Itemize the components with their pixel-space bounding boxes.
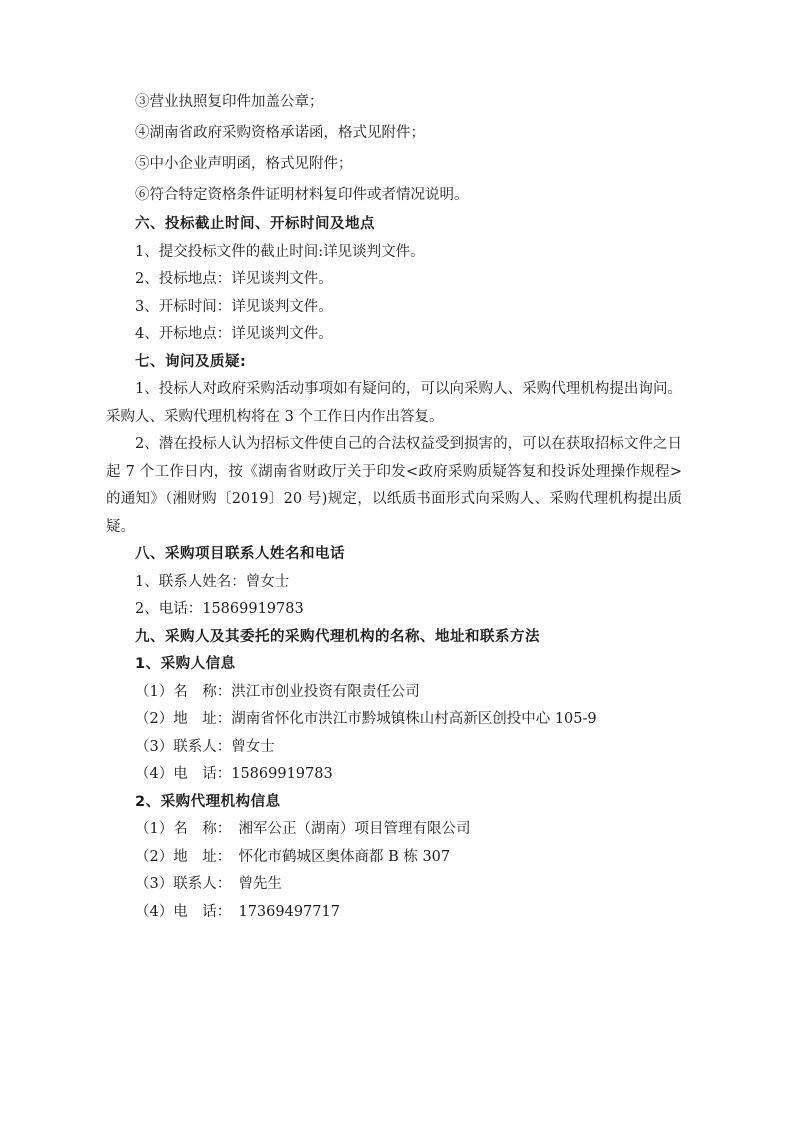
item-purchaser-address: （2）地 址：湖南省怀化市洪江市黔城镇株山村高新区创投中心 105-9 (135, 711, 597, 727)
section-nine-heading: 九、采购人及其委托的采购代理机构的名称、地址和联系方法 (135, 628, 540, 645)
section-eight-heading: 八、采购项目联系人姓名和电话 (135, 546, 345, 562)
item-agency-contact: （3）联系人： 曾先生 (135, 876, 282, 892)
item-agency-name: （1）名 称： 湘军公正（湖南）项目管理有限公司 (135, 821, 471, 837)
purchaser-info-heading: 1、采购人信息 (135, 656, 236, 672)
agency-info-heading: 2、采购代理机构信息 (135, 793, 281, 810)
section-seven-heading: 七、询问及质疑: (135, 353, 247, 370)
attachment-item-business-license: ③营业执照复印件加盖公章； (135, 94, 324, 110)
item-agency-address: （2）地 址： 怀化市鹤城区奥体商都 B 栋 307 (135, 848, 451, 865)
paragraph-challenge: 2、潜在投标人认为招标文件使自己的合法权益受到损害的，可以在获取招标文件之日起 7 个工作日内，按《湖南省财政厅关于印发<政府采购质疑答复和投诉处理操作规程>的通知》（湘财购〔2019〕20 号)规定，以纸质书面形式向采购人、采购代理机构提出质疑。 (106, 436, 682, 535)
document-page (106, 87, 682, 926)
attachment-item-commitment-letter: ④湖南省政府采购资格承诺函，格式见附件； (135, 125, 425, 141)
attachment-requirements-section (106, 87, 682, 211)
paragraph-inquiry: 1、投标人对政府采购活动事项如有疑问的，可以向采购人、采购代理机构提出询问。采购人、采购代理机构将在 3 个工作日内作出答复。 (106, 381, 682, 425)
section-six-heading: 六、投标截止时间、开标时间及地点 (135, 216, 375, 232)
item-purchaser-contact: （3）联系人：曾女士 (135, 738, 275, 755)
item-bid-submission-deadline: 1、提交投标文件的截止时间:详见谈判文件。 (135, 243, 425, 260)
item-purchaser-name: （1）名 称：洪江市创业投资有限责任公司 (135, 683, 420, 700)
agency-info-block (106, 789, 682, 927)
item-contact-phone: 2、电话：15869919783 (135, 601, 304, 617)
attachment-item-qualification-proof: ⑥符合特定资格条件证明材料复印件或者情况说明。 (135, 187, 469, 203)
purchaser-info-block (106, 651, 682, 789)
attachment-item-sme-declaration: ⑤中小企业声明函，格式见附件； (135, 156, 353, 172)
section-seven-inquiry (106, 349, 682, 542)
item-agency-phone: （4）电 话： 17369497717 (135, 903, 340, 920)
item-opening-location: 4、开标地点：详见谈判文件。 (135, 326, 333, 342)
item-bid-location: 2、投标地点：详见谈判文件。 (135, 271, 333, 287)
section-six-bid-times (106, 211, 682, 349)
item-contact-name: 1、联系人姓名：曾女士 (135, 573, 290, 590)
section-nine-parties (106, 624, 682, 927)
item-opening-time: 3、开标时间：详见谈判文件。 (135, 298, 333, 315)
section-eight-project-contact (106, 541, 682, 624)
item-purchaser-phone: （4）电 话：15869919783 (135, 766, 333, 782)
